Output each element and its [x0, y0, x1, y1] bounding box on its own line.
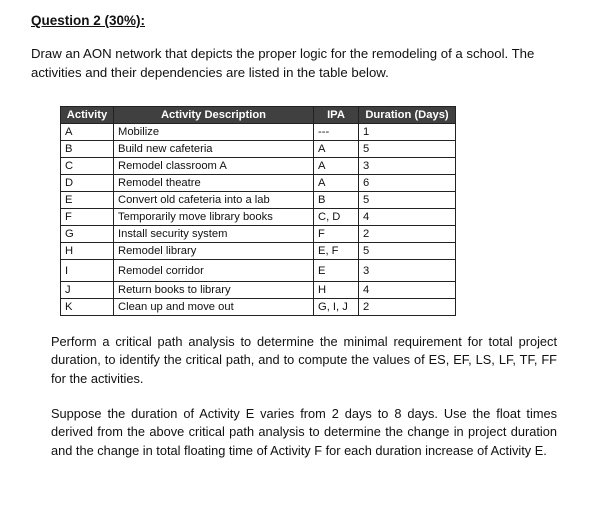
- cell-ipa: E: [314, 260, 359, 282]
- cell-activity: C: [61, 158, 114, 175]
- cell-activity: E: [61, 192, 114, 209]
- cell-description: Clean up and move out: [114, 299, 314, 316]
- cell-ipa: E, F: [314, 243, 359, 260]
- cell-activity: H: [61, 243, 114, 260]
- cell-activity: F: [61, 209, 114, 226]
- table-row: [61, 158, 456, 175]
- table-row: [61, 243, 456, 260]
- cell-activity: G: [61, 226, 114, 243]
- cell-activity: I: [61, 260, 114, 282]
- question-intro: Draw an AON network that depicts the proper logic for the remodeling of a school. The activities and their dependencies are listed in the table below.: [31, 46, 535, 80]
- cell-description: Remodel classroom A: [114, 158, 314, 175]
- cell-duration: 4: [359, 282, 456, 299]
- cell-duration: 3: [359, 158, 456, 175]
- cell-duration: 5: [359, 192, 456, 209]
- table-row: [61, 282, 456, 299]
- header-description: Activity Description: [114, 107, 314, 124]
- cell-description: Build new cafeteria: [114, 141, 314, 158]
- cell-duration: 1: [359, 124, 456, 141]
- cell-duration: 2: [359, 299, 456, 316]
- cell-activity: J: [61, 282, 114, 299]
- cell-duration: 3: [359, 260, 456, 282]
- cell-description: Remodel corridor: [114, 260, 314, 282]
- cell-ipa: H: [314, 282, 359, 299]
- table-row: [61, 299, 456, 316]
- cell-activity: K: [61, 299, 114, 316]
- cell-ipa: A: [314, 158, 359, 175]
- critical-path-instructions: Perform a critical path analysis to determine the minimal requirement for total project duration, to identify the critical path, and to compute the values of ES, EF, LS, LF, TF, FF for the activities.: [51, 334, 557, 386]
- cell-description: Install security system: [114, 226, 314, 243]
- header-duration: Duration (Days): [359, 107, 456, 124]
- cell-activity: A: [61, 124, 114, 141]
- header-ipa: IPA: [314, 107, 359, 124]
- sensitivity-instructions: Suppose the duration of Activity E varies from 2 days to 8 days. Use the float times derived from the above critical path analysis to determine the change in project duration and the change in total floating time of Activity F for each duration increase of Activity E.: [51, 406, 557, 458]
- cell-ipa: A: [314, 141, 359, 158]
- cell-ipa: C, D: [314, 209, 359, 226]
- cell-ipa: ---: [314, 124, 359, 141]
- cell-description: Remodel library: [114, 243, 314, 260]
- cell-duration: 2: [359, 226, 456, 243]
- table-row: [61, 124, 456, 141]
- cell-activity: D: [61, 175, 114, 192]
- table-row: [61, 192, 456, 209]
- header-activity: Activity: [61, 107, 114, 124]
- cell-duration: 4: [359, 209, 456, 226]
- cell-duration: 5: [359, 141, 456, 158]
- cell-description: Remodel theatre: [114, 175, 314, 192]
- table-row: [61, 226, 456, 243]
- cell-ipa: G, I, J: [314, 299, 359, 316]
- question-title: Question 2 (30%):: [31, 13, 146, 28]
- cell-ipa: A: [314, 175, 359, 192]
- cell-description: Convert old cafeteria into a lab: [114, 192, 314, 209]
- table-row: [61, 175, 456, 192]
- table-row: [61, 141, 456, 158]
- table-row: [61, 260, 456, 282]
- cell-description: Temporarily move library books: [114, 209, 314, 226]
- table-row: [61, 209, 456, 226]
- cell-duration: 5: [359, 243, 456, 260]
- activity-table: [60, 106, 456, 316]
- cell-description: Return books to library: [114, 282, 314, 299]
- cell-ipa: B: [314, 192, 359, 209]
- cell-activity: B: [61, 141, 114, 158]
- table-header-row: [61, 107, 456, 124]
- cell-duration: 6: [359, 175, 456, 192]
- cell-description: Mobilize: [114, 124, 314, 141]
- cell-ipa: F: [314, 226, 359, 243]
